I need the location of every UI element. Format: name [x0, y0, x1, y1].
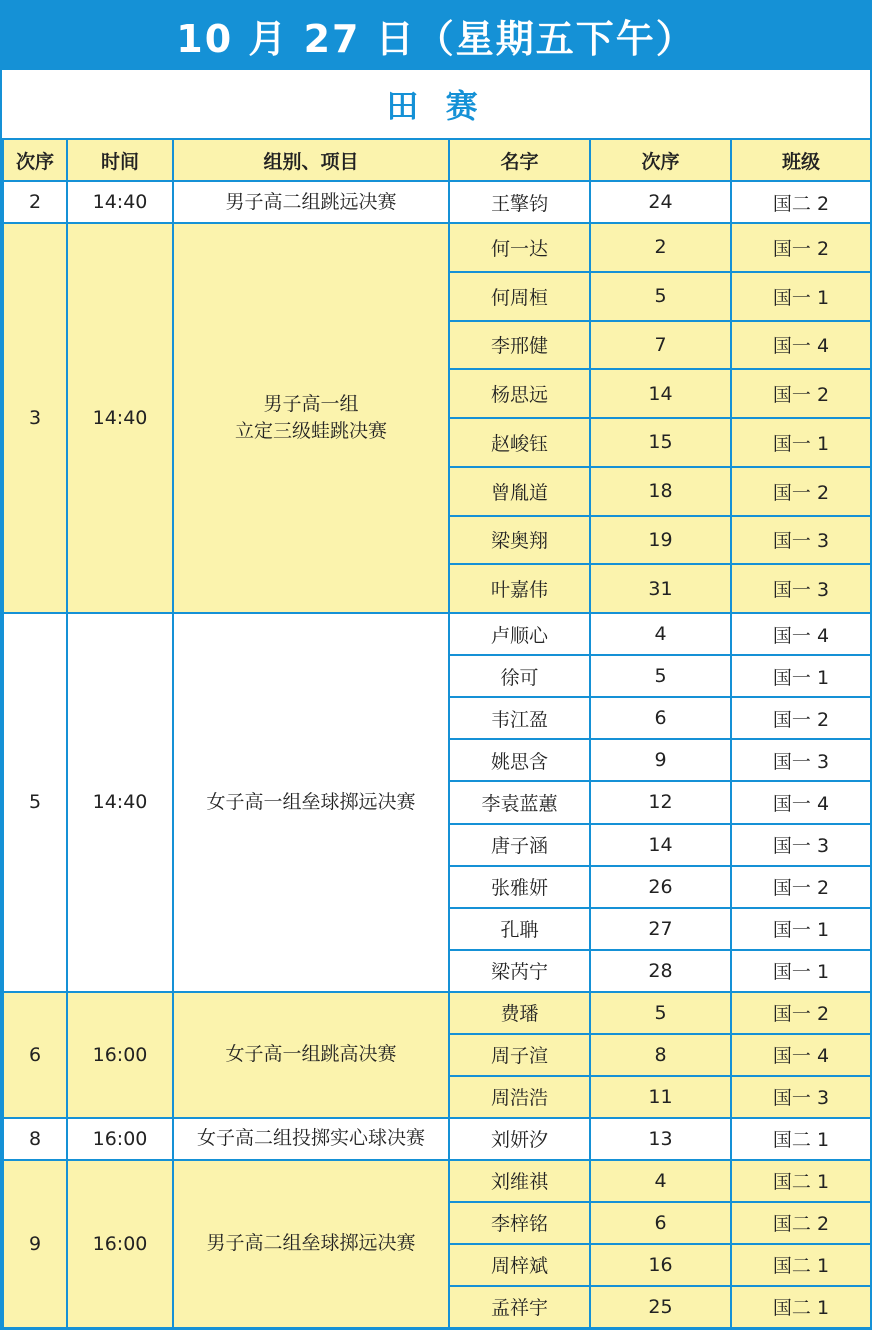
- athlete-name-cell: 刘妍汐: [449, 1118, 590, 1160]
- col-header-event: 组别、项目: [173, 139, 449, 181]
- event-name-line: 男子高一组: [263, 393, 359, 415]
- athlete-number-cell: 25: [590, 1286, 731, 1328]
- athlete-name-cell: 卢顺心: [449, 613, 590, 655]
- athlete-class-cell: 国二 1: [731, 1286, 871, 1328]
- col-header-order: 次序: [3, 139, 67, 181]
- athlete-name-cell: 刘维祺: [449, 1160, 590, 1202]
- athlete-number-cell: 5: [590, 992, 731, 1034]
- event-time-cell: 14:40: [67, 223, 173, 613]
- athlete-number-cell: 9: [590, 739, 731, 781]
- athlete-class-cell: 国一 1: [731, 655, 871, 697]
- athlete-number-cell: 7: [590, 321, 731, 370]
- event-order-cell: 2: [3, 181, 67, 223]
- athlete-number-cell: 2: [590, 223, 731, 272]
- athlete-name-cell: 李袁蓝蕙: [449, 781, 590, 823]
- athlete-name-cell: 王擎钧: [449, 181, 590, 223]
- athlete-number-cell: 6: [590, 1202, 731, 1244]
- athlete-number-cell: 14: [590, 824, 731, 866]
- athlete-name-cell: 周子渲: [449, 1034, 590, 1076]
- athlete-number-cell: 26: [590, 866, 731, 908]
- athlete-class-cell: 国一 1: [731, 272, 871, 321]
- table-row: [3, 223, 871, 272]
- table-row: [3, 1160, 871, 1202]
- athlete-class-cell: 国二 1: [731, 1244, 871, 1286]
- table-row: [3, 1118, 871, 1160]
- athlete-class-cell: 国一 4: [731, 781, 871, 823]
- athlete-class-cell: 国一 3: [731, 739, 871, 781]
- event-name-cell: [173, 1160, 449, 1328]
- athlete-name-cell: 叶嘉伟: [449, 564, 590, 613]
- event-name-cell: [173, 1118, 449, 1160]
- col-header-class: 班级: [731, 139, 871, 181]
- athlete-class-cell: 国一 2: [731, 223, 871, 272]
- date-banner: 10 月 27 日（星期五下午）: [0, 0, 872, 70]
- event-order-cell: 8: [3, 1118, 67, 1160]
- athlete-name-cell: 梁芮宁: [449, 950, 590, 992]
- col-header-name: 名字: [449, 139, 590, 181]
- athlete-name-cell: 孟祥宇: [449, 1286, 590, 1328]
- event-time-cell: 14:40: [67, 181, 173, 223]
- event-order-cell: 6: [3, 992, 67, 1118]
- athlete-name-cell: 赵峻钰: [449, 418, 590, 467]
- athlete-class-cell: 国一 1: [731, 418, 871, 467]
- athlete-number-cell: 19: [590, 516, 731, 565]
- schedule-body: [3, 181, 871, 1328]
- athlete-class-cell: 国一 3: [731, 516, 871, 565]
- athlete-class-cell: 国一 2: [731, 467, 871, 516]
- event-name-line: 立定三级蛙跳决赛: [234, 420, 387, 442]
- athlete-name-cell: 何一达: [449, 223, 590, 272]
- athlete-name-cell: 李邢健: [449, 321, 590, 370]
- athlete-number-cell: 8: [590, 1034, 731, 1076]
- athlete-name-cell: 姚思含: [449, 739, 590, 781]
- athlete-class-cell: 国二 1: [731, 1160, 871, 1202]
- event-time-cell: 16:00: [67, 1118, 173, 1160]
- event-name-cell: [173, 223, 449, 613]
- athlete-class-cell: 国二 2: [731, 1202, 871, 1244]
- event-name-line: 男子高二组垒球掷远决赛: [206, 1232, 416, 1255]
- athlete-name-cell: 徐可: [449, 655, 590, 697]
- event-order-cell: 3: [3, 223, 67, 613]
- athlete-number-cell: 15: [590, 418, 731, 467]
- event-time-cell: 16:00: [67, 992, 173, 1118]
- athlete-name-cell: 李梓铭: [449, 1202, 590, 1244]
- athlete-name-cell: 孔聃: [449, 908, 590, 950]
- athlete-number-cell: 4: [590, 1160, 731, 1202]
- athlete-name-cell: 唐子涵: [449, 824, 590, 866]
- athlete-class-cell: 国一 3: [731, 824, 871, 866]
- athlete-number-cell: 6: [590, 697, 731, 739]
- section-title: 田 赛: [386, 87, 486, 125]
- athlete-number-cell: 14: [590, 369, 731, 418]
- athlete-name-cell: 韦江盈: [449, 697, 590, 739]
- col-header-number: 次序: [590, 139, 731, 181]
- athlete-number-cell: 16: [590, 1244, 731, 1286]
- athlete-class-cell: 国一 3: [731, 1076, 871, 1118]
- athlete-class-cell: 国一 2: [731, 992, 871, 1034]
- athlete-number-cell: 5: [590, 655, 731, 697]
- athlete-name-cell: 张雅妍: [449, 866, 590, 908]
- event-order-cell: 9: [3, 1160, 67, 1328]
- athlete-class-cell: 国一 4: [731, 321, 871, 370]
- athlete-number-cell: 18: [590, 467, 731, 516]
- athlete-name-cell: 曾胤道: [449, 467, 590, 516]
- athlete-number-cell: 4: [590, 613, 731, 655]
- athlete-number-cell: 12: [590, 781, 731, 823]
- event-name-cell: [173, 613, 449, 992]
- athlete-class-cell: 国一 4: [731, 1034, 871, 1076]
- event-name-line: 女子高一组垒球掷远决赛: [206, 790, 416, 813]
- athlete-class-cell: 国二 2: [731, 181, 871, 223]
- athlete-name-cell: 何周桓: [449, 272, 590, 321]
- athlete-name-cell: 梁奥翔: [449, 516, 590, 565]
- athlete-number-cell: 27: [590, 908, 731, 950]
- event-name-cell: [173, 181, 449, 223]
- header-row: [3, 139, 871, 181]
- table-row: [3, 613, 871, 655]
- athlete-number-cell: 28: [590, 950, 731, 992]
- athlete-name-cell: 周浩浩: [449, 1076, 590, 1118]
- athlete-class-cell: 国一 2: [731, 866, 871, 908]
- athlete-class-cell: 国一 2: [731, 369, 871, 418]
- event-name-cell: [173, 992, 449, 1118]
- athlete-name-cell: 费璠: [449, 992, 590, 1034]
- table-row: [3, 181, 871, 223]
- athlete-class-cell: 国一 3: [731, 564, 871, 613]
- athlete-number-cell: 5: [590, 272, 731, 321]
- athlete-class-cell: 国一 4: [731, 613, 871, 655]
- event-name-line: 女子高一组跳高决赛: [225, 1043, 397, 1066]
- athlete-number-cell: 24: [590, 181, 731, 223]
- event-time-cell: 16:00: [67, 1160, 173, 1328]
- athlete-number-cell: 31: [590, 564, 731, 613]
- event-name-line: 女子高二组投掷实心球决赛: [196, 1127, 425, 1150]
- athlete-class-cell: 国一 2: [731, 697, 871, 739]
- athlete-class-cell: 国一 1: [731, 908, 871, 950]
- schedule-table: [2, 138, 872, 1329]
- athlete-name-cell: 周梓斌: [449, 1244, 590, 1286]
- athlete-class-cell: 国二 1: [731, 1118, 871, 1160]
- event-order-cell: 5: [3, 613, 67, 992]
- athlete-class-cell: 国一 1: [731, 950, 871, 992]
- event-time-cell: 14:40: [67, 613, 173, 992]
- event-name-line: 男子高二组跳远决赛: [225, 190, 397, 213]
- athlete-number-cell: 13: [590, 1118, 731, 1160]
- col-header-time: 时间: [67, 139, 173, 181]
- athlete-number-cell: 11: [590, 1076, 731, 1118]
- table-row: [3, 992, 871, 1034]
- athlete-name-cell: 杨思远: [449, 369, 590, 418]
